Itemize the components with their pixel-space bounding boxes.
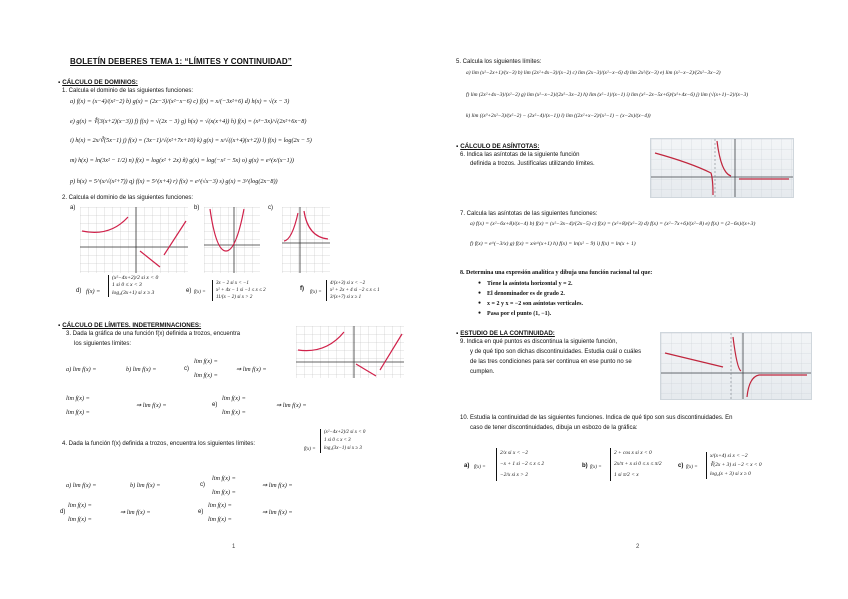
q10-label-a: a): [464, 463, 470, 469]
q4-e-bottom: lim f(x) =: [208, 516, 232, 523]
piecewise-f: [326, 280, 380, 301]
q10-label-b: b): [582, 463, 588, 469]
q10b-fx: f(x) =: [590, 465, 602, 470]
q4-c-label: c): [200, 482, 205, 488]
page-number-1: 1: [232, 544, 236, 550]
q4-e-label: e): [198, 509, 204, 515]
q3-b: b) lim f(x) =: [126, 366, 157, 373]
question-10: 10. Estudia la continuidad de las siguientes funciones. Indica de qué tipo son sus discontinuidades. En: [460, 415, 733, 421]
q2-label-f: f): [300, 286, 304, 292]
q7-row: f) f(x) = e^(−3/x) g) f(x) = x/e^(x+1) h) f(x) = ln(x² − 9) i) f(x) = ln(x + 1): [470, 241, 636, 247]
question-7: 7. Calcula las asíntotas de las siguientes funciones:: [460, 211, 598, 217]
q3-a: a) lim f(x) =: [66, 366, 97, 373]
graph-2a: [80, 207, 188, 273]
question-6-cont: definida a trozos. Justifícalas utilizando límites.: [470, 161, 595, 167]
q4-piecewise: [320, 429, 365, 453]
section-asintotas: ▪ CÁLCULO DE ASÍNTOTAS:: [456, 143, 540, 150]
page-2: [424, 0, 848, 599]
question-3: 3. Dada la gráfica de una función f(x) definida a trozos, encuentra: [66, 331, 241, 337]
q2-label-b: b): [194, 205, 200, 211]
page-number-2: 2: [636, 544, 640, 550]
graph-3: [296, 326, 404, 378]
piece-d-line: log₂(3x+1) si x ≥ 3: [112, 289, 155, 296]
q4-piece-line: log₂(3x−1) si x ≥ 3: [324, 446, 362, 451]
q3-c-label: c): [184, 366, 189, 372]
q5-row: f) lim (2x²+4x−3)/(x²−2) g) lim (x²−x−2)/(2x²−3x−2) h) lim (x²−1)/(x−1) i) lim (x²−2x−5x+6)/(x²+4x−6) j) lim (√(x+1)−2)/(x−3): [466, 92, 749, 98]
q3-d-result: ⇒ lim f(x) =: [136, 402, 167, 409]
q10c-piece-line: log₂(x + 3) si x ≥ 0: [710, 471, 751, 477]
piece-e-line: 11/(x − 2) si x > 2: [216, 295, 253, 300]
q10c-fx: f(x) =: [686, 465, 698, 470]
question-5: 5. Calcula los siguientes límites:: [456, 59, 542, 65]
q1-row: i) h(x) = 2x/∛(5x−1) j) f(x) = (3x−1)/√(x²+7x+10) k) g(x) = x/√((x+4)(x+2)) l) f(x) = log(2x − 5): [70, 137, 312, 144]
q10a-piece-line: −x + 1 si −2 ≤ x ≤ 2: [500, 461, 545, 467]
question-9-cont: de las tres condiciones para ser continua en ese punto no se: [470, 359, 632, 365]
question-4: 4. Dada la función f(x) definida a trozos, encuentra los siguientes límites:: [62, 441, 256, 447]
graph-2b: [204, 207, 260, 273]
q4-c-top: lim f(x) =: [212, 475, 236, 482]
q10a-piece-line: −2/x si x > 2: [500, 472, 528, 478]
q3-c-top: lim f(x) =: [194, 358, 218, 365]
q4-c-result: ⇒ lim f(x) =: [262, 482, 293, 489]
graph-9: [660, 332, 812, 400]
q4-fx: f(x) =: [304, 447, 316, 452]
q10a-piece-line: 2/x si x < −2: [500, 450, 528, 456]
graph-2c: [282, 207, 330, 273]
q3-d-bottom: lim f(x) =: [66, 409, 90, 416]
piece-f-fx: f(x) =: [310, 290, 322, 295]
q10a-piecewise: [496, 448, 544, 481]
q4-d-top: lim f(x) =: [68, 502, 92, 509]
q4-a: a) lim f(x) =: [66, 482, 97, 489]
piece-e-line: x² + 4x − 1 si −1 ≤ x ≤ 2: [216, 288, 266, 293]
q10b-piece-line: 2 + cos x si x < 0: [614, 450, 652, 456]
piece-d-fx: f(x) =: [86, 288, 101, 295]
q1-row: a) f(x) = (x−4)/(x²−2) b) g(x) = (2x−3)/(x²−x−6) c) f(x) = x/(−3x²+6) d) h(x) = √(x − 3): [70, 98, 290, 105]
q8-condition: ● Pasa por el punto (1, −1).: [478, 311, 551, 317]
q4-d-bottom: lim f(x) =: [68, 516, 92, 523]
piece-e-fx: f(x) =: [194, 290, 206, 295]
question-10-cont: caso de tener discontinuidades, dibuja un esbozo de la gráfica:: [470, 425, 638, 431]
q8-condition: ● Tiene la asíntota horizontal y = 2.: [478, 281, 573, 287]
question-9: 9. Indica en qué puntos es discontinua la siguiente función,: [460, 339, 618, 345]
piece-e-line: 3x − 2 si x < −1: [216, 281, 249, 286]
question-1: 1. Calcula el dominio de las siguientes funciones:: [62, 88, 194, 94]
q10b-piece-line: 1 si π/2 < x: [614, 472, 639, 478]
q3-e-result: ⇒ lim f(x) =: [276, 402, 307, 409]
q4-e-top: lim f(x) =: [208, 502, 232, 509]
piece-f-line: x² + 2x + 4 si −2 ≤ x ≤ 1: [330, 288, 380, 293]
q3-c-result: ⇒ lim f(x) =: [236, 366, 267, 373]
q4-b: b) lim f(x) =: [130, 482, 161, 489]
question-3-cont: los siguientes límites:: [74, 341, 132, 347]
piece-f-line: 4/(x+3) si x < −2: [330, 281, 366, 286]
q4-e-result: ⇒ lim f(x) =: [262, 509, 293, 516]
q4-d-label: d): [60, 509, 66, 515]
question-2: 2. Calcula el dominio de las siguientes funciones:: [62, 195, 194, 201]
piece-d-line: (x²−4x+2)/2 si x < 0: [112, 275, 159, 281]
section-continuidad: ▪ ESTUDIO DE LA CONTINUIDAD:: [456, 330, 555, 337]
document-title: BOLETÍN DEBERES TEMA 1: “LÍMITES Y CONTINUIDAD”: [70, 57, 292, 66]
q3-c-bottom: lim f(x) =: [194, 372, 218, 379]
q2-label-c: c): [268, 205, 273, 211]
section-limites: ▪ CÁLCULO DE LÍMITES. INDETERMINACIONES:: [58, 322, 201, 329]
piecewise-e: [212, 280, 266, 301]
question-9-cont: y de qué tipo son dichas discontinuidades. Estudia cuál o cuáles: [470, 349, 642, 355]
q1-row: p) h(x) = 5^(x/√(x²+7)) q) f(x) = 5^(x+4) r) f(x) = e^(√x−3) s) g(x) = 3^(log(2x−8)): [70, 178, 278, 185]
question-8: 8. Determina una expresión analítica y dibuja una función racional tal que:: [460, 270, 653, 276]
q1-row: m) h(x) = ln(3x² − 1/2) n) f(x) = log(x² + 2x) ñ) g(x) = log(−x² − 5x) o) g(x) = e^(x/(x−1)): [70, 157, 294, 164]
question-6: 6. Indica las asíntotas de la siguiente función: [460, 152, 580, 158]
q4-piece-line: (x²−4x+2)/2 si x < 0: [324, 430, 366, 435]
q5-row: k) lim ((x³+2x²−3)/(x²−2) − (2x²−4)/(x−1)) l) lim ((2x²+x−2)/(x²−1) − (x−2x)/(x−4)): [466, 113, 651, 119]
q7-row: a) f(x) = (x²−6x+8)/(x−4) b) f(x) = (x²−3x−4)/(2x−5) c) f(x) = (x²+8)/(x²−3) d) f(x) = (x²−7x+6)/(x²−8) e) f(x) = (2−6x)/(x+3): [470, 221, 756, 227]
q2-label-d: d): [76, 288, 82, 294]
q3-d-top: lim f(x) =: [66, 395, 90, 402]
q4-d-result: ⇒ lim f(x) =: [120, 509, 151, 516]
q10b-piecewise: [610, 448, 662, 481]
q10c-piecewise: [706, 452, 762, 479]
piece-d-line: 1 si 0 ≤ x < 3: [112, 282, 142, 289]
q10b-piece-line: 2x/π + x si 0 ≤ x ≤ π/2: [614, 461, 662, 467]
q1-row: e) g(x) = ∜(3(x+2)(x−3)) f) f(x) = √(2x − 3) g) h(x) = √(x(x+4)) h) f(x) = (x³−3x)/√(2x²+6x−8): [70, 118, 307, 125]
graph-6: [650, 138, 794, 198]
q8-condition: ● x = 2 y x = −2 son asíntotas verticales.: [478, 301, 583, 307]
q10a-fx: f(x) =: [474, 465, 486, 470]
q10-label-c: c): [678, 463, 684, 469]
question-9-cont: cumplen.: [470, 369, 495, 375]
q10c-piece-line: ∛(2x + 3) si −2 < x < 0: [710, 462, 762, 468]
q3-e-label: e): [212, 402, 218, 408]
q3-e-bottom: lim f(x) =: [222, 409, 246, 416]
piece-f-line: 3/(x+7) si x ≥ 1: [330, 295, 362, 300]
q4-c-bottom: lim f(x) =: [212, 489, 236, 496]
q10c-piece-line: x/(x+4) si x < −2: [710, 453, 748, 459]
q3-e-top: lim f(x) =: [222, 395, 246, 402]
q2-label-e: e): [186, 288, 192, 294]
section-dominios: ▪ CÁLCULO DE DOMINIOS:: [58, 79, 138, 86]
q4-piece-line: 1 si 0 ≤ x < 3: [324, 438, 351, 443]
piecewise-d: [108, 275, 158, 297]
q2-label-a: a): [70, 205, 76, 211]
q5-row: a) lim (x²−2x+1)/(x−3) b) lim (2x²+4x−3)/(x−2) c) lim (2x−3)/(x²−x−6) d) lim 2x²/(x−3) e) lim (x²−x−2)/(2x²−3x−2): [466, 70, 721, 76]
q8-condition: ● El denominador es de grado 2.: [478, 291, 565, 297]
